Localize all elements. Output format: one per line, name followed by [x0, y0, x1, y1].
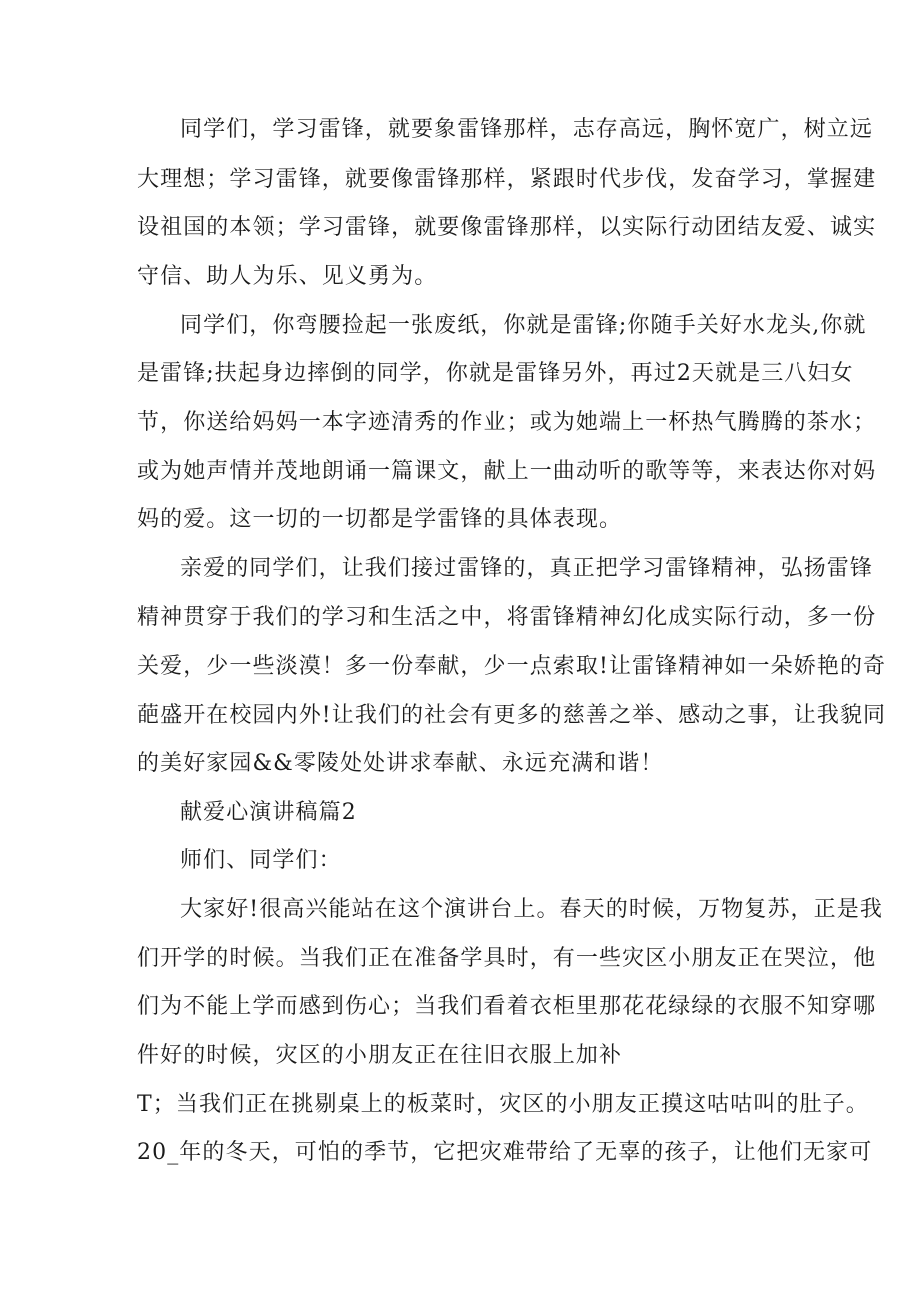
paragraph-2-line-3: 节，你送给妈妈一本字迹清秀的作业；或为她端上一杯热气腾腾的茶水； [137, 410, 877, 435]
paragraph-3-line-1: 亲爱的同学们，让我们接过雷锋的，真正把学习雷锋精神，弘扬雷锋 [180, 556, 874, 581]
paragraph-2-line-2: 是雷锋;扶起身边摔倒的同学，你就是雷锋另外，再过2天就是三八妇女 [137, 361, 854, 386]
paragraph-4-line-5: T；当我们正在挑剔桌上的板菜时，灾区的小朋友正摸这咕咕叫的肚子。 [137, 1092, 869, 1117]
paragraph-2-line-1: 同学们，你弯腰捡起一张废纸，你就是雷锋;你随手关好水龙头,你就 [180, 313, 867, 338]
paragraph-3-line-4: 葩盛开在校园内外!让我们的社会有更多的慈善之举、感动之事，让我貌同 [137, 703, 887, 728]
paragraph-4-line-4: 件好的时候，灾区的小朋友正在往旧衣服上加补 [137, 1043, 623, 1068]
paragraph-3-line-2: 精神贯穿于我们的学习和生活之中，将雷锋精神幻化成实际行动，多一份 [137, 605, 877, 630]
paragraph-2-line-5: 妈的爱。这一切的一切都是学雷锋的具体表现。 [137, 507, 623, 532]
paragraph-1-line-1: 同学们，学习雷锋，就要象雷锋那样，志存高远，胸怀宽广，树立远 [180, 117, 874, 142]
salutation: 师们、同学们： [180, 848, 342, 873]
paragraph-1-line-4: 守信、助人为乐、见义勇为。 [137, 264, 438, 289]
paragraph-4-line-1: 大家好!很高兴能站在这个演讲台上。春天的时候，万物复苏，正是我 [180, 897, 883, 922]
paragraph-3-line-3: 关爱，少一些淡漠！多一份奉献，少一点索取!让雷锋精神如一朵娇艳的奇 [137, 654, 887, 679]
paragraph-4-line-3: 们为不能上学而感到伤心；当我们看着衣柜里那花花绿绿的衣服不知穿哪 [137, 994, 877, 1019]
paragraph-4-line-2: 们开学的时候。当我们正在准备学具时，有一些灾区小朋友正在哭泣，他 [137, 946, 877, 971]
section-heading: 献爱心演讲稿篇2 [180, 800, 357, 825]
paragraph-1-line-3: 设祖国的本领；学习雷锋，就要像雷锋那样，以实际行动团结友爱、诚实 [137, 215, 877, 240]
paragraph-3-line-5: 的美好家园&&零陵处处讲求奉献、永远充满和谐！ [137, 751, 664, 776]
paragraph-1-line-2: 大理想；学习雷锋，就要像雷锋那样，紧跟时代步伐，发奋学习，掌握建 [137, 167, 877, 192]
paragraph-2-line-4: 或为她声情并茂地朗诵一篇课文，献上一曲动听的歌等等，来表达你对妈 [137, 459, 877, 484]
paragraph-4-line-6: 20_年的冬天，可怕的季节，它把灾难带给了无辜的孩子，让他们无家可 [137, 1140, 873, 1165]
